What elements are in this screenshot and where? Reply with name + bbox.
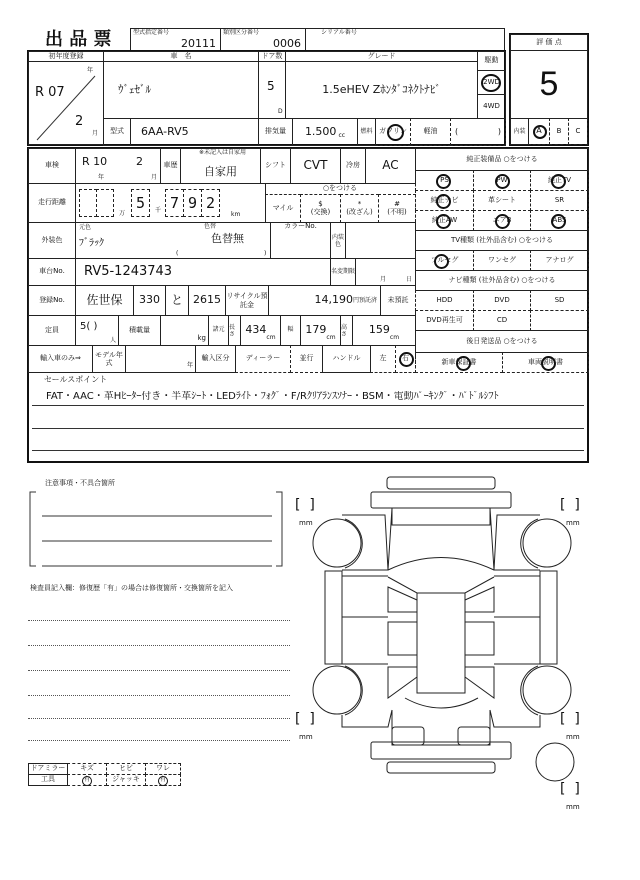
mileage-field — [75, 183, 266, 223]
capacity-value: 5( ) — [80, 321, 98, 332]
width-label: 幅 — [280, 315, 301, 346]
selected-circle-icon — [436, 214, 451, 229]
displacement-field — [292, 118, 358, 146]
history-field — [180, 148, 261, 184]
month-unit: 月 — [92, 130, 99, 137]
doors-field — [258, 61, 286, 119]
displacement-value: 1.500 — [304, 124, 337, 138]
digit-box: 5 — [131, 189, 150, 217]
type-no-label: 型式指定番号 — [133, 29, 170, 36]
fuel-gasoline-label: ガソリン — [379, 127, 407, 136]
selected-circle-icon — [434, 254, 449, 269]
tv-oneseg[interactable]: ワンセグ — [473, 250, 531, 271]
write-line — [28, 645, 290, 646]
length-label: 長さ — [228, 315, 241, 346]
first-reg-field — [28, 61, 104, 145]
model-value: 6AA-RV5 — [130, 118, 259, 146]
legend-scratch: キズ — [67, 763, 107, 775]
tread-bracket: [ ] — [560, 781, 580, 797]
right-step — [540, 571, 557, 664]
km-unit: km — [231, 211, 241, 218]
grade-label: グレード — [285, 51, 478, 62]
equip-sunroof[interactable]: SR — [530, 190, 589, 211]
write-line — [28, 620, 290, 621]
navi-hdd[interactable]: HDD — [415, 290, 474, 311]
mark-symbol: # — [394, 199, 400, 208]
handle-label: ハンドル — [322, 345, 371, 373]
name-change-label: 名変期限 — [330, 258, 356, 286]
tread-bracket: [ ] — [560, 711, 580, 727]
navi-dvd-playback[interactable]: DVD再生可 — [415, 310, 474, 331]
notes-bracket — [28, 490, 288, 570]
tread-bracket: [ ] — [560, 497, 580, 513]
color-no-label: カラーNo. — [270, 222, 331, 259]
legend-jack: ジャッキ — [106, 774, 146, 786]
front-bumper — [371, 492, 511, 508]
cm-unit: cm — [389, 333, 400, 341]
handle-left[interactable]: 左 — [370, 345, 396, 373]
inspection-year: R 10 — [82, 155, 108, 168]
type-no-field — [130, 28, 221, 51]
mark-symbol: $ — [318, 199, 323, 208]
first-reg-label: 初年度登録 — [28, 51, 104, 62]
load-label: 積載量 — [118, 315, 161, 346]
orig-color-label: 元色 — [79, 224, 92, 231]
equip-airbag[interactable] — [473, 210, 531, 231]
tv-label: フルセグ — [430, 255, 459, 264]
chassis-label: 車台No. — [28, 258, 76, 286]
present-label: 有 — [83, 775, 90, 783]
equip-label: 純正TV — [547, 175, 572, 184]
model-label: 型式 — [103, 118, 131, 146]
interior-a-label: A — [536, 126, 542, 136]
shift-label: シフト — [260, 148, 291, 184]
sen-unit: 千 — [155, 207, 162, 214]
shift-value: CVT — [290, 148, 341, 184]
interior-c[interactable]: C — [568, 118, 588, 145]
drive-2wd[interactable] — [477, 70, 506, 95]
registration-label: 登録No. — [28, 285, 76, 316]
legend-break: ワレ — [145, 763, 181, 775]
sales-point-text: FAT・AAC・革Hﾋｰﾀｰ付き・半革ｼｰﾄ・LEDﾗｲﾄ・ﾌｫｸﾞ・F/Rｸﾘｱﾗﾝｽｿﾅｰ・BSM・電動ﾊﾟｰｷﾝｸﾞ・ﾊﾟﾄﾞﾙｼﾌﾄ — [46, 391, 499, 402]
tv-analog[interactable]: アナログ — [530, 250, 589, 271]
width-value: 179 — [305, 323, 327, 337]
class-no-field — [220, 28, 306, 51]
history-value: 自家用 — [204, 164, 237, 178]
height-field — [352, 315, 416, 346]
color-change-label: 色替 — [204, 223, 217, 230]
equip-genuine-aw[interactable] — [415, 210, 474, 231]
equip-label: ABS — [552, 215, 567, 224]
navi-empty — [530, 310, 589, 331]
recycle-value: 14,190 — [314, 293, 353, 307]
selected-circle-icon — [387, 124, 404, 141]
day-unit: 日 — [406, 276, 413, 283]
selected-circle-icon — [456, 356, 471, 371]
later-label: 車両説明書 — [528, 357, 563, 366]
front-right-tire — [523, 519, 571, 567]
left-step — [325, 571, 342, 664]
divider — [32, 405, 584, 406]
month-unit: 月 — [380, 276, 387, 283]
mark-symbol: * — [357, 199, 362, 208]
length-field — [240, 315, 281, 346]
jack-present — [145, 774, 181, 786]
divider — [32, 428, 584, 429]
sheet-title: 出 品 票 — [45, 29, 112, 50]
first-reg-month: 2 — [75, 114, 84, 129]
sales-point-label: セールスポイント — [44, 375, 108, 384]
drive-4wd[interactable]: 4WD — [477, 94, 506, 119]
height-label: 高さ — [340, 315, 353, 346]
mileage-label: 走行距離 — [28, 183, 76, 223]
class-no-label: 類別区分番号 — [223, 29, 260, 36]
digit-box: 9 — [183, 189, 202, 217]
score-label: 評 価 点 — [510, 34, 588, 51]
mark-tampered[interactable] — [340, 194, 379, 223]
front-grille — [392, 508, 490, 525]
import-parallel[interactable]: 並行 — [290, 345, 323, 373]
front-left-tire — [313, 519, 361, 567]
navi-dvd[interactable]: DVD — [473, 290, 531, 311]
rear-right-tire — [523, 666, 571, 714]
serial-label: シリアル番号 — [321, 29, 357, 36]
displacement-label: 排気量 — [258, 118, 293, 146]
drive-2wd-label: 2WD — [483, 77, 500, 86]
car-name-label: 車 名 — [103, 51, 259, 62]
inspector-label: 検査員記入欄：修復歴「有」の場合は修復箇所・交換箇所を記入 — [30, 584, 233, 592]
cm-unit: cm — [266, 333, 276, 341]
width-field — [300, 315, 341, 346]
handle-right-label: 右 — [402, 354, 409, 363]
navi-sd[interactable]: SD — [530, 290, 589, 311]
mm-unit: mm — [299, 519, 313, 527]
tv-title: TV種類 (社外品含む) ○をつける — [415, 230, 589, 251]
inspection-field — [75, 148, 161, 184]
type-no-value: 20111 — [181, 37, 216, 50]
recycle-field — [268, 285, 381, 316]
navi-title: ナビ種類 (社外品含む) ○をつける — [415, 270, 589, 291]
model-year-unit: 年 — [125, 345, 196, 373]
equip-genuine-navi[interactable] — [415, 190, 474, 211]
grade-value: 1.5eHEV Zﾎﾝﾀﾞｺﾈｸﾄﾅﾋﾞ — [285, 61, 478, 119]
cm-unit: cm — [326, 333, 336, 341]
color-change-value: 色替無 — [211, 232, 244, 245]
equip-label: 純正ナビ — [430, 195, 459, 204]
load-unit: kg — [160, 315, 209, 346]
later-label: 新車保証書 — [441, 357, 477, 366]
doors-label: ドア数 — [258, 51, 286, 62]
serial-field — [305, 28, 505, 51]
length-value: 434 — [245, 323, 267, 337]
notes-label: 注意事項・不具合箇所 — [45, 479, 115, 487]
plate-number: 2615 — [188, 285, 226, 316]
fuel-gasoline[interactable] — [375, 118, 411, 146]
selected-circle-icon — [158, 776, 168, 786]
inspection-label: 車検 — [28, 148, 76, 184]
mark-note: ○をつける — [322, 184, 358, 193]
legend-door-mirror: ドアミラー — [28, 763, 68, 775]
equip-abs[interactable] — [530, 210, 589, 231]
plate-area: 佐世保 — [75, 285, 134, 316]
history-label: 車歴 — [160, 148, 181, 184]
mm-unit: mm — [299, 733, 313, 741]
mark-exchanged[interactable] — [300, 194, 341, 223]
equipment-title: 純正装備品 ○をつける — [415, 148, 589, 171]
legend-crack: ヒビ — [106, 763, 146, 775]
recycle-unit: 円預託済 — [352, 296, 377, 304]
selected-circle-icon — [82, 776, 92, 786]
front-bumper-guard — [387, 477, 495, 489]
spare-tire — [536, 743, 574, 781]
interior-b[interactable]: B — [549, 118, 569, 145]
mark-unknown[interactable] — [378, 194, 416, 223]
selected-circle-icon — [436, 194, 451, 209]
exterior-label: 外装色 — [28, 222, 76, 259]
name-change-field — [355, 258, 416, 286]
selected-circle-icon — [436, 174, 451, 189]
fuel-diesel[interactable]: 軽油 — [410, 118, 451, 146]
mm-unit: mm — [566, 803, 580, 811]
spec-label: 諸元 — [208, 315, 229, 346]
paren-close: ) — [497, 126, 501, 136]
selected-circle-icon — [492, 214, 512, 229]
legend-tools: 工具 — [28, 774, 68, 786]
rear-bumper-guard — [387, 762, 495, 773]
write-line — [28, 670, 290, 671]
mark-mile[interactable]: マイル — [265, 194, 301, 223]
fuel-other[interactable] — [450, 118, 506, 146]
capacity-label: 定員 — [28, 315, 76, 346]
month-unit: 月 — [151, 174, 158, 181]
digit-box: 7 — [165, 189, 184, 217]
inspection-month: 2 — [136, 155, 143, 168]
write-line — [28, 740, 290, 741]
interior-score-label: 内装 — [510, 118, 529, 145]
selected-circle-icon — [481, 74, 501, 92]
selected-circle-icon — [551, 214, 566, 229]
equip-label: エアB — [492, 215, 512, 224]
first-reg-year: R 07 — [35, 85, 65, 100]
class-no-value: 0006 — [273, 37, 301, 50]
capacity-field — [75, 315, 119, 346]
model-year-label: モデル年式 — [92, 345, 126, 373]
equip-ps[interactable] — [415, 170, 474, 191]
recycle-label: リサイクル預託金 — [225, 285, 269, 316]
fuel-label: 燃料 — [357, 118, 376, 146]
mm-unit: mm — [566, 733, 580, 741]
navi-cd[interactable]: CD — [473, 310, 531, 331]
plate-class: 330 — [133, 285, 166, 316]
write-line — [28, 718, 290, 719]
doors-unit: D — [278, 108, 283, 115]
car-body-diagram — [290, 470, 600, 810]
orig-color-value: ﾌﾞﾗｯｸ — [79, 238, 104, 249]
import-type-label: 輸入区分 — [195, 345, 236, 373]
chassis-value: RV5-1243743 — [75, 258, 331, 286]
paren-open: ( — [455, 126, 459, 136]
tv-fullseg[interactable] — [415, 250, 474, 271]
ac-label: 冷房 — [340, 148, 366, 184]
year-unit: 年 — [98, 174, 105, 181]
interior-color-label: 内装色 — [330, 222, 346, 259]
plate-kana: と — [165, 285, 189, 316]
import-dealer[interactable]: ディーラー — [235, 345, 291, 373]
height-value: 159 — [368, 323, 390, 337]
digit-box — [96, 189, 114, 217]
later-title: 後日発送品 ○をつける — [415, 330, 589, 353]
score-value: 5 — [510, 50, 588, 119]
selected-circle-icon — [533, 125, 547, 139]
mark-label: (改ざん) — [346, 207, 373, 216]
doors-value: 5 — [267, 79, 275, 93]
mark-label: (交換) — [310, 207, 331, 216]
tread-bracket: [ ] — [295, 497, 315, 513]
present-label: 有 — [159, 775, 166, 783]
equip-label: PW — [496, 175, 508, 184]
capacity-unit: 人 — [110, 337, 117, 344]
equip-label: 純正AW — [431, 215, 458, 224]
man-unit: 万 — [119, 210, 126, 217]
paren-open: ( — [176, 250, 179, 257]
drive-label: 駆動 — [477, 51, 506, 71]
digit-box — [79, 189, 97, 217]
history-note: ※未記入は自家用 — [199, 149, 247, 156]
car-name-value: ｳﾞｪｾﾞﾙ — [103, 61, 259, 119]
equip-genuine-tv[interactable] — [530, 170, 589, 191]
write-line — [28, 695, 290, 696]
later-manual[interactable] — [502, 352, 589, 373]
interior-a[interactable] — [528, 118, 550, 145]
equip-label: PS — [440, 175, 449, 184]
later-warranty[interactable] — [415, 352, 503, 373]
digit-box: 2 — [201, 189, 220, 217]
ac-value: AC — [365, 148, 416, 184]
selected-circle-icon — [399, 352, 414, 367]
handle-right[interactable] — [395, 345, 416, 373]
exterior-field — [75, 222, 271, 259]
import-label: 輸入車のみ⇒ — [28, 345, 93, 373]
selected-circle-icon — [495, 174, 510, 189]
interior-color-value — [345, 222, 416, 259]
selected-circle-icon — [541, 356, 556, 371]
recycle-unpaid[interactable]: 未預託 — [380, 285, 416, 316]
tools-present — [67, 774, 107, 786]
paren-close: ) — [264, 250, 267, 257]
displacement-unit: cc — [338, 132, 346, 139]
mm-unit: mm — [566, 519, 580, 527]
rear-left-tire — [313, 666, 361, 714]
year-unit: 年 — [87, 67, 94, 74]
equip-leather-seat[interactable]: 革シート — [473, 190, 531, 211]
selected-circle-icon — [551, 174, 566, 189]
roof — [417, 593, 465, 693]
mark-label: (不明) — [387, 207, 407, 216]
equip-pw[interactable] — [473, 170, 531, 191]
tread-bracket: [ ] — [295, 711, 315, 727]
divider — [32, 450, 584, 451]
